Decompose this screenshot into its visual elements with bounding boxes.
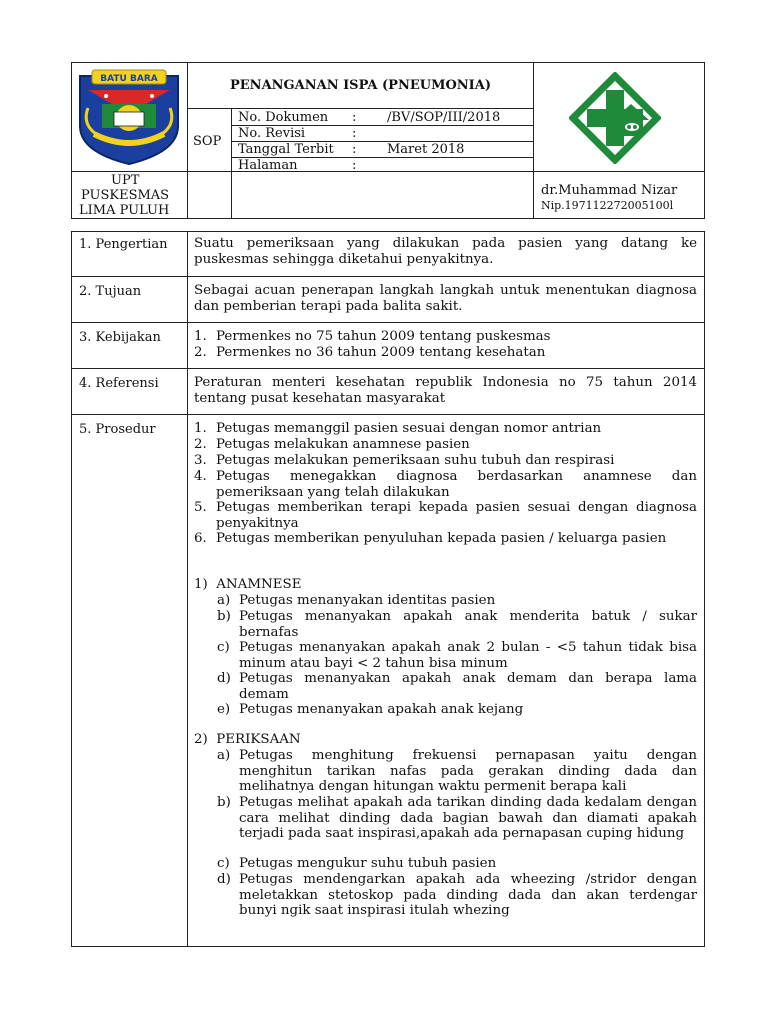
- list-letter: a): [217, 748, 231, 763]
- list-number: 1.: [194, 329, 207, 344]
- meta-colon: :: [352, 142, 357, 157]
- meta-label: No. Dokumen: [238, 110, 329, 125]
- list-number: 2.: [194, 345, 207, 360]
- meta-colon: :: [352, 158, 357, 173]
- meta-value: Maret 2018: [387, 142, 465, 157]
- list-letter: d): [217, 872, 231, 887]
- list-text: Petugas menegakkan diagnosa berdasarkan anamnese dan pemeriksaan yang telah dilakukan: [216, 469, 697, 500]
- list-text: Petugas mengukur suhu tubuh pasien: [239, 856, 497, 871]
- signer-name: dr.Muhammad Nizar: [541, 183, 678, 198]
- list-number: 1.: [194, 421, 207, 436]
- list-text: Petugas mendengarkan apakah ada wheezing /stridor dengan meletakkan stetoskop pada dinding dada dan akan terdengar bunyi ngik saat inspirasi itulah whezing: [239, 872, 697, 918]
- section-label-pengertian: 1. Pengertian: [79, 237, 168, 252]
- tujuan-text: Sebagai acuan penerapan langkah langkah untuk menentukan diagnosa dan pemberian terapi pada balita sakit.: [194, 283, 697, 314]
- org-line: LIMA PULUH: [79, 203, 170, 218]
- list-number: 5.: [194, 500, 207, 515]
- list-letter: a): [217, 593, 231, 608]
- logo-text: BATU BARA: [100, 74, 158, 84]
- list-letter: b): [217, 609, 231, 624]
- document-title: PENANGANAN ISPA (PNEUMONIA): [230, 78, 491, 93]
- meta-colon: :: [352, 110, 357, 125]
- pengertian-text: Suatu pemeriksaan yang dilakukan pada pasien yang datang ke puskesmas sehingga diketahui penyakitnya.: [194, 236, 697, 267]
- list-letter: c): [217, 640, 230, 655]
- list-text: Petugas melihat apakah ada tarikan dinding dada kedalam dengan cara melihat dinding dada bagian bawah dan diamati apakah terjadi pada saat inspirasi,apakah ada pernapasan cuping hidung: [239, 795, 697, 841]
- sop-label: SOP: [193, 134, 222, 149]
- list-text: Permenkes no 75 tahun 2009 tentang puskesmas: [216, 329, 551, 344]
- section-label-kebijakan: 3. Kebijakan: [79, 330, 161, 345]
- list-letter: c): [217, 856, 230, 871]
- list-number: 4.: [194, 469, 207, 484]
- meta-label: Halaman: [238, 158, 298, 173]
- list-text: Petugas memanggil pasien sesuai dengan nomor antrian: [216, 421, 602, 436]
- section-label-prosedur: 5. Prosedur: [79, 422, 156, 437]
- meta-colon: :: [352, 126, 357, 141]
- list-text: Petugas menanyakan identitas pasien: [239, 593, 496, 608]
- subsection-heading-anamnese: 1) ANAMNESE: [194, 577, 302, 592]
- section-label-referensi: 4. Referensi: [79, 376, 159, 391]
- subsection-heading-periksaan: 2) PERIKSAAN: [194, 732, 301, 747]
- list-text: Petugas menanyakan apakah anak demam dan berapa lama demam: [239, 671, 697, 702]
- meta-label: Tanggal Terbit: [238, 142, 334, 157]
- list-text: Petugas menanyakan apakah anak menderita batuk / sukar bernafas: [239, 609, 697, 640]
- referensi-text: Peraturan menteri kesehatan republik Indonesia no 75 tahun 2014 tentang pusat kesehatan masyarakat: [194, 375, 697, 406]
- list-text: Petugas memberikan terapi kepada pasien sesuai dengan diagnosa penyakitnya: [216, 500, 697, 531]
- list-number: 6.: [194, 531, 207, 546]
- list-text: Petugas menanyakan apakah anak kejang: [239, 702, 524, 717]
- puskesmas-logo: [569, 72, 661, 164]
- batu-bara-logo: [76, 68, 182, 166]
- list-text: Petugas melakukan anamnese pasien: [216, 437, 470, 452]
- meta-label: No. Revisi: [238, 126, 306, 141]
- list-text: Petugas menanyakan apakah anak 2 bulan - <5 tahun tidak bisa minum atau bayi < 2 tahun bisa minum: [239, 640, 697, 671]
- list-text: Petugas melakukan pemeriksaan suhu tubuh dan respirasi: [216, 453, 615, 468]
- list-text: Permenkes no 36 tahun 2009 tentang kesehatan: [216, 345, 546, 360]
- list-number: 3.: [194, 453, 207, 468]
- org-line: PUSKESMAS: [81, 188, 170, 203]
- list-letter: e): [217, 702, 231, 717]
- org-line: UPT: [111, 173, 140, 188]
- list-number: 2.: [194, 437, 207, 452]
- meta-value: /BV/SOP/III/2018: [387, 110, 501, 125]
- section-label-tujuan: 2. Tujuan: [79, 284, 142, 299]
- list-letter: b): [217, 795, 231, 810]
- list-text: Petugas menghitung frekuensi pernapasan yaitu dengan menghitun tarikan nafas pada gerakan dinding dada dan melihatnya dengan hitungan waktu permenit berapa kali: [239, 748, 697, 794]
- list-text: Petugas memberikan penyuluhan kepada pasien / keluarga pasien: [216, 531, 667, 546]
- signer-nip: Nip.197112272005100l: [541, 199, 674, 212]
- list-letter: d): [217, 671, 231, 686]
